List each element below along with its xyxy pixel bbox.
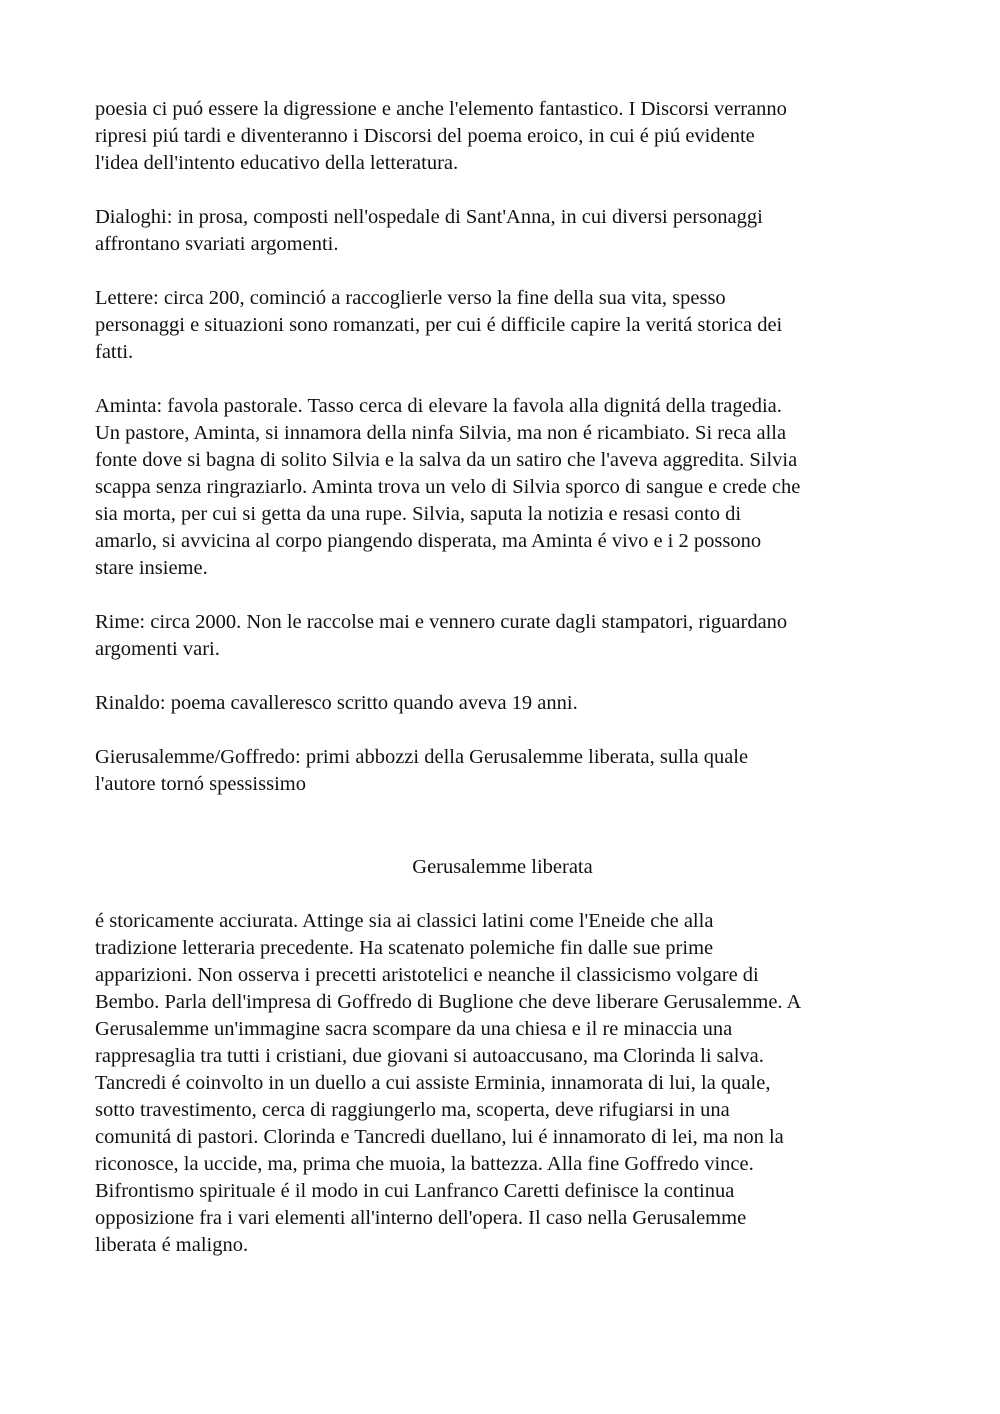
paragraph-lettere: Lettere: circa 200, cominció a raccoglierle verso la fine della sua vita, spesso personaggi e situazioni sono romanzati, per cui é difficile capire la veritá storica dei fatti. bbox=[95, 287, 783, 363]
paragraph-aminta: Aminta: favola pastorale. Tasso cerca di elevare la favola alla dignitá della tragedia. Un pastore, Aminta, si innamora della ninfa Silvia, ma non é ricambiato. Si reca alla fonte dove si bagna di solito Silvia e la salva da un satiro che l'aveva aggredita. Silvia scappa senza ringraziarlo. Aminta trova un velo di Silvia sporco di sangue e crede che sia morta, per cui si getta da una rupe. Silvia, saputa la notizia e resasi conto di amarlo, si avvicina al corpo piangendo disperata, ma Aminta é vivo e i 2 possono stare insieme. bbox=[95, 395, 801, 579]
paragraph-gierusalemme: Gierusalemme/Goffredo: primi abbozzi della Gerusalemme liberata, sulla quale l'autore tornó spessissimo bbox=[95, 746, 749, 795]
paragraph-rime: Rime: circa 2000. Non le raccolse mai e vennero curate dagli stampatori, riguardano argomenti vari. bbox=[95, 611, 788, 660]
document-page bbox=[95, 96, 910, 1259]
section-title: Gerusalemme liberata bbox=[412, 856, 593, 878]
section-body: é storicamente acciurata. Attinge sia ai classici latini come l'Eneide che alla tradizione letteraria precedente. Ha scatenato polemiche fin dalle sue prime apparizioni. Non osserva i precetti aristotelici e neanche il classicismo volgare di Bembo. Parla dell'impresa di Goffredo di Buglione che deve liberare Gerusalemme. A Gerusalemme un'immagine sacra scompare da una chiesa e il re minaccia una rappresaglia tra tutti i cristiani, due giovani si autoaccusano, ma Clorinda li salva. Tancredi é coinvolto in un duello a cui assiste Erminia, innamorata di lui, la quale, sotto travestimento, cerca di raggiungerlo ma, scoperta, deve rifugiarsi in una comunitá di pastori. Clorinda e Tancredi duellano, lui é innamorato di lei, ma non la riconosce, la uccide, ma, prima che muoia, la battezza. Alla fine Goffredo vince. Bifrontismo spirituale é il modo in cui Lanfranco Caretti definisce la continua opposizione fra i vari elementi all'interno dell'opera. Il caso nella Gerusalemme liberata é maligno. bbox=[95, 910, 802, 1256]
paragraph-rinaldo: Rinaldo: poema cavalleresco scritto quando aveva 19 anni. bbox=[95, 692, 578, 714]
paragraph-dialoghi: Dialoghi: in prosa, composti nell'ospedale di Sant'Anna, in cui diversi personaggi affrontano svariati argomenti. bbox=[95, 206, 763, 255]
paragraph-discorsi: poesia ci puó essere la digressione e anche l'elemento fantastico. I Discorsi verranno ripresi piú tardi e diventeranno i Discorsi del poema eroico, in cui é piú evidente l'idea dell'intento educativo della letteratura. bbox=[95, 98, 787, 174]
